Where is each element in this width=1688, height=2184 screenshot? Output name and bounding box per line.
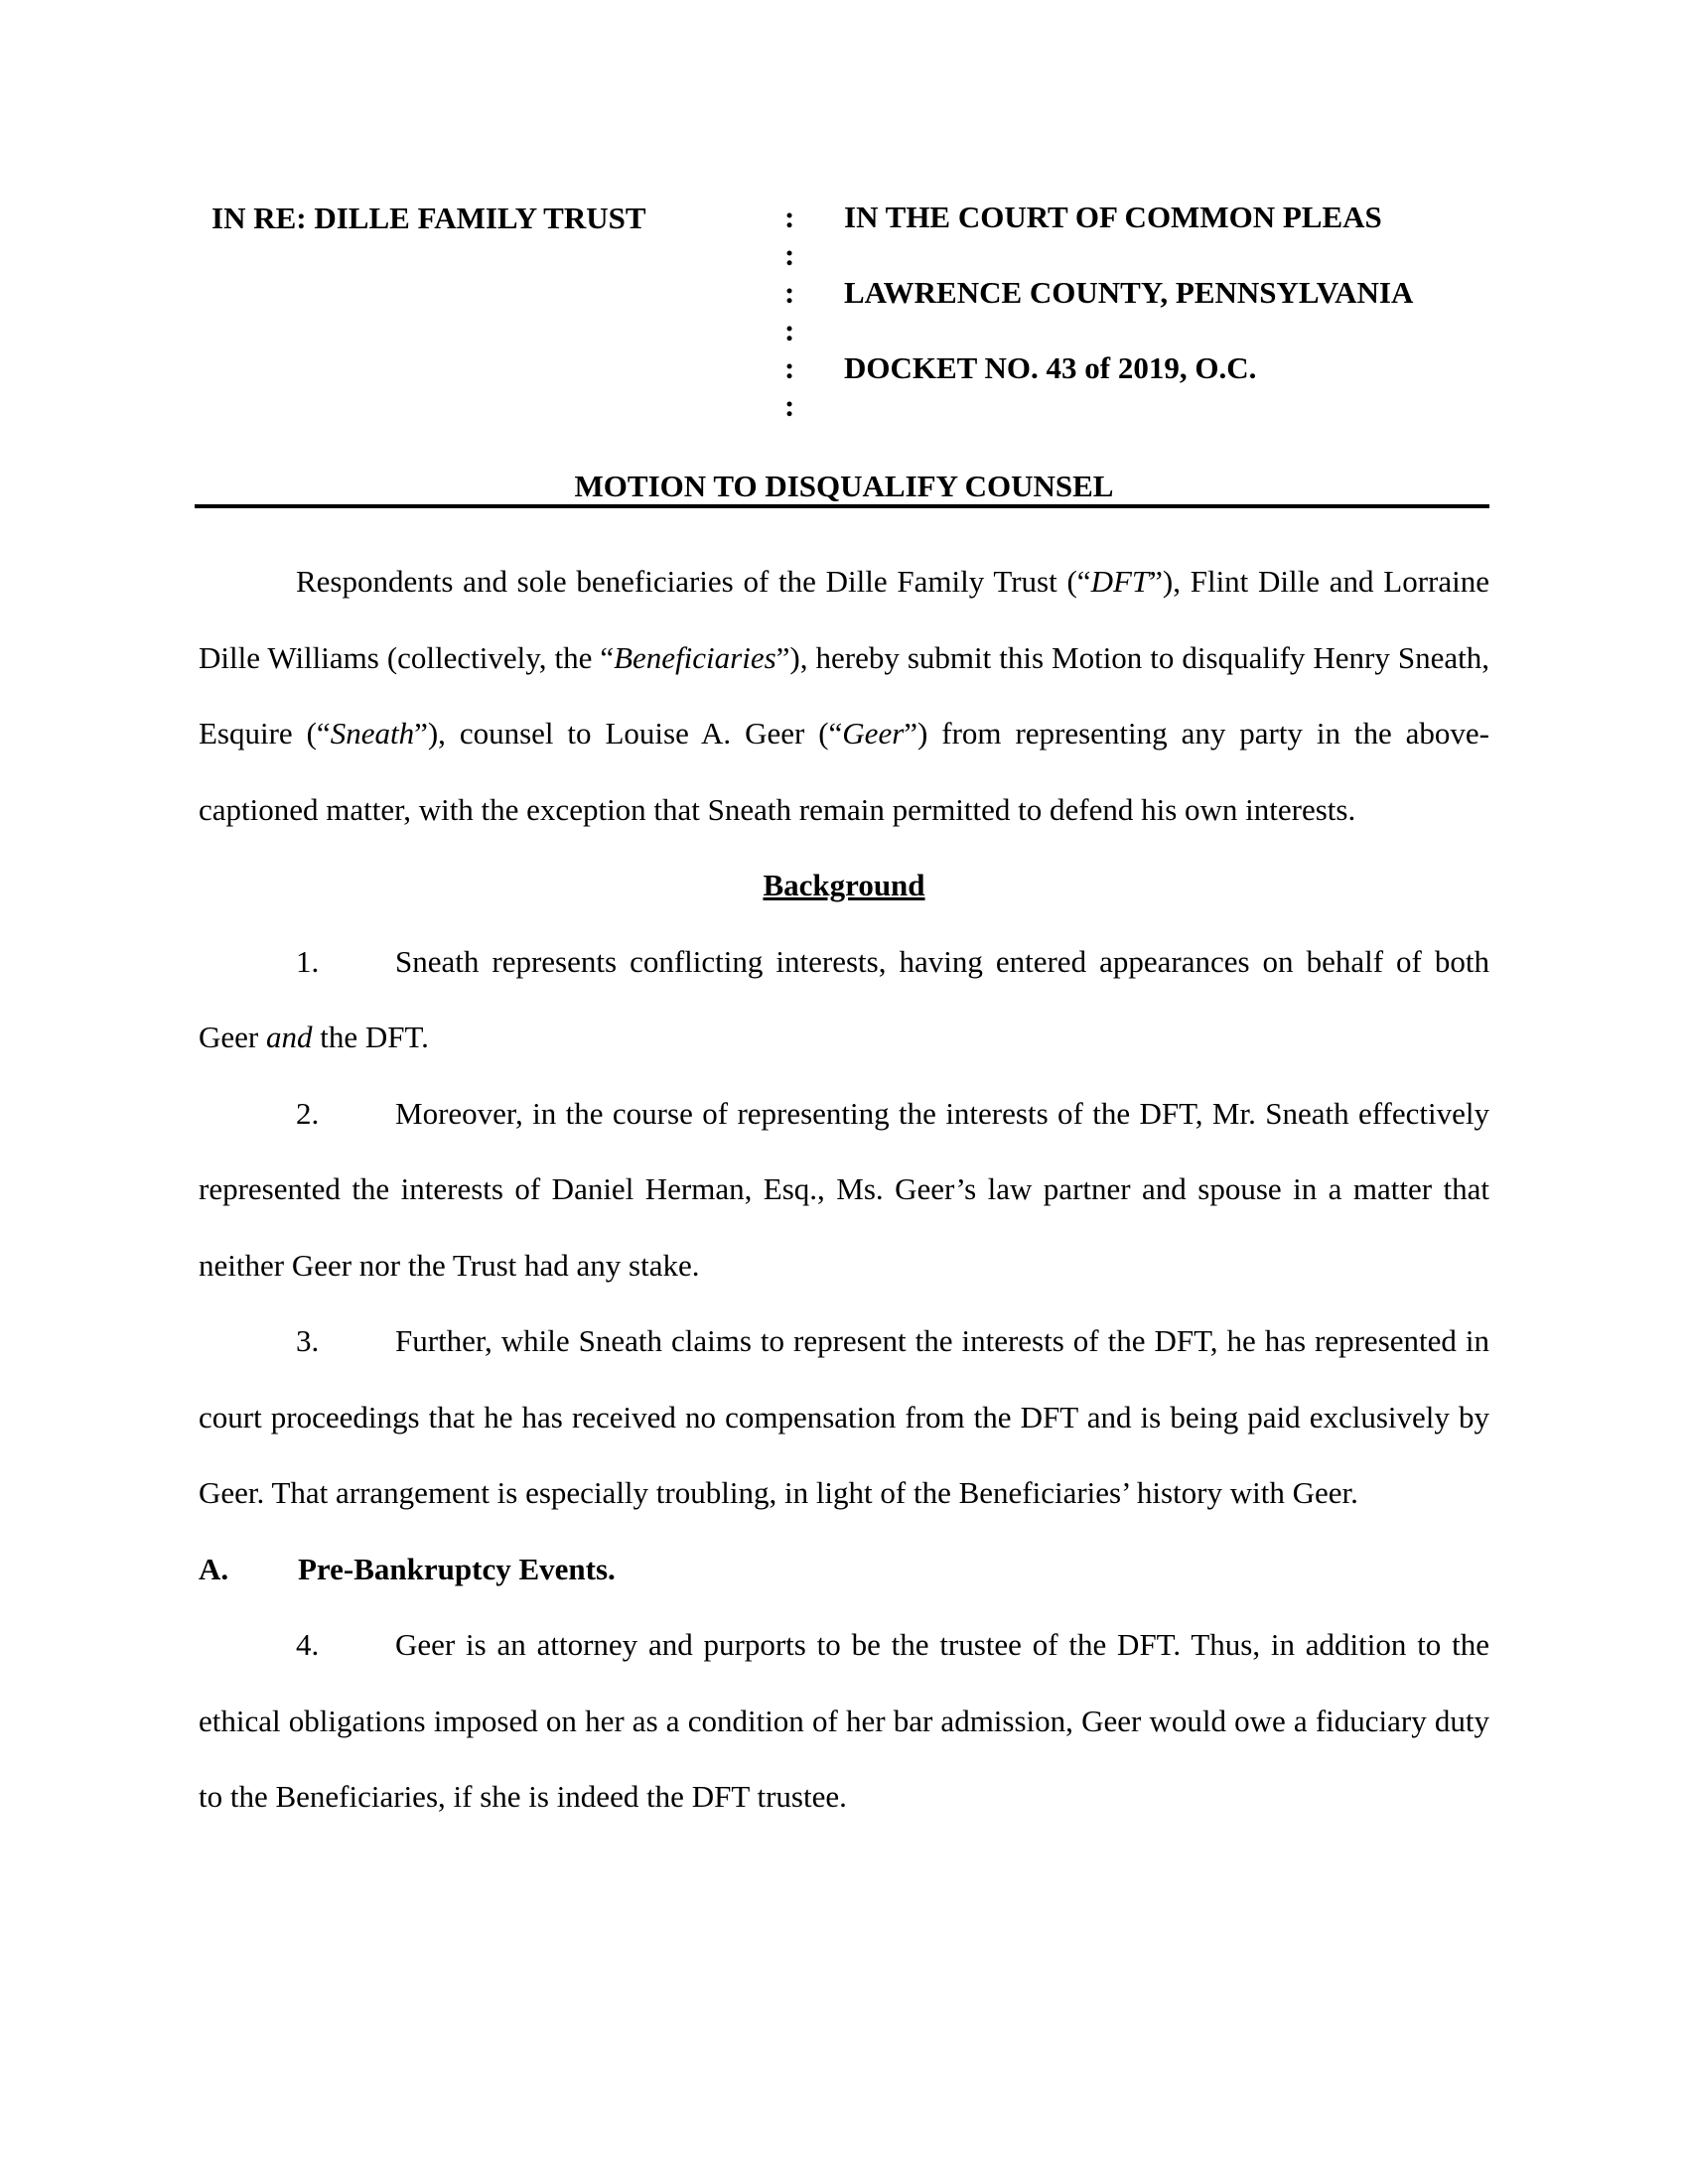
intro-text: ”) from representing any party in the above-captioned matter, with the exception that Sneath remain permitted to defend his own interests. xyxy=(199,716,1489,827)
numbered-paragraph-2 xyxy=(199,1076,1489,1304)
paragraph-number: 2. xyxy=(296,1095,320,1131)
intro-text: Respondents and sole beneficiaries of the Dille Family Trust (“ xyxy=(296,564,1091,599)
numbered-paragraph-4 xyxy=(199,1607,1489,1836)
caption-colon: : xyxy=(784,313,795,347)
caption-colon: : xyxy=(784,237,795,272)
caption-colon: : xyxy=(784,200,795,234)
intro-text: ”), hereby submit this Motion to disqualify Henry Sneath, Esquire (“ xyxy=(199,639,1489,751)
paragraph-number: 4. xyxy=(296,1627,320,1662)
defined-term-dft: DFT xyxy=(1090,564,1150,599)
document-body xyxy=(199,544,1489,1836)
motion-title: MOTION TO DISQUALIFY COUNSEL xyxy=(574,469,1114,503)
paragraph-number: 3. xyxy=(296,1323,320,1358)
paragraph-text: the DFT. xyxy=(312,1020,429,1054)
section-letter: A. xyxy=(199,1551,229,1586)
caption-colon: : xyxy=(784,388,795,423)
defined-term-sneath: Sneath xyxy=(330,716,415,751)
paragraph-number: 1. xyxy=(296,943,320,979)
numbered-paragraph-1 xyxy=(199,924,1489,1076)
caption-docket: DOCKET NO. 43 of 2019, O.C. xyxy=(844,350,1257,385)
numbered-paragraph-3 xyxy=(199,1303,1489,1532)
emphasis-text: and xyxy=(265,1020,313,1054)
caption-colon: : xyxy=(784,275,795,310)
defined-term-beneficiaries: Beneficiaries xyxy=(614,639,776,675)
paragraph-text: Sneath represents conflicting interests, having entered appearances on behalf of both Geer xyxy=(199,943,1489,1054)
title-underline-rule xyxy=(195,504,1489,508)
intro-text: ”), Flint Dille and Lorraine Dille Williams (collectively, the “ xyxy=(199,564,1489,675)
paragraph-text: Geer is an attorney and purports to be the trustee of the DFT. Thus, in addition to the ethical obligations imposed on her as a condition of her bar admission, Geer would owe a fiduciary duty to the Beneficiaries, if she is indeed the DFT trustee. xyxy=(199,1627,1489,1814)
paragraph-text: Further, while Sneath claims to represent the interests of the DFT, he has represented in court proceedings that he has received no compensation from the DFT and is being paid exclusively by Geer. That arrangement is especially troubling, in light of the Beneficiaries’ history with Geer. xyxy=(199,1323,1489,1510)
caption-county: LAWRENCE COUNTY, PENNSYLVANIA xyxy=(844,275,1414,310)
background-heading: Background xyxy=(763,868,925,902)
caption-colon-column xyxy=(784,199,814,425)
caption-court-block xyxy=(844,199,1413,425)
section-title: Pre-Bankruptcy Events. xyxy=(298,1551,616,1586)
caption-colon: : xyxy=(784,350,795,385)
defined-term-geer: Geer xyxy=(842,716,905,751)
caption-court: IN THE COURT OF COMMON PLEAS xyxy=(844,200,1382,234)
paragraph-text: Moreover, in the course of representing the interests of the DFT, Mr. Sneath effectively represented the interests of Daniel Herman, Esq., Ms. Geer’s law partner and spouse in a matter that neither Geer nor the Trust had any stake. xyxy=(199,1095,1489,1283)
section-a-heading xyxy=(199,1532,1489,1608)
caption-case-name: IN RE: DILLE FAMILY TRUST xyxy=(211,201,646,235)
intro-paragraph xyxy=(199,544,1489,848)
intro-text: ”), counsel to Louise A. Geer (“ xyxy=(414,716,843,751)
